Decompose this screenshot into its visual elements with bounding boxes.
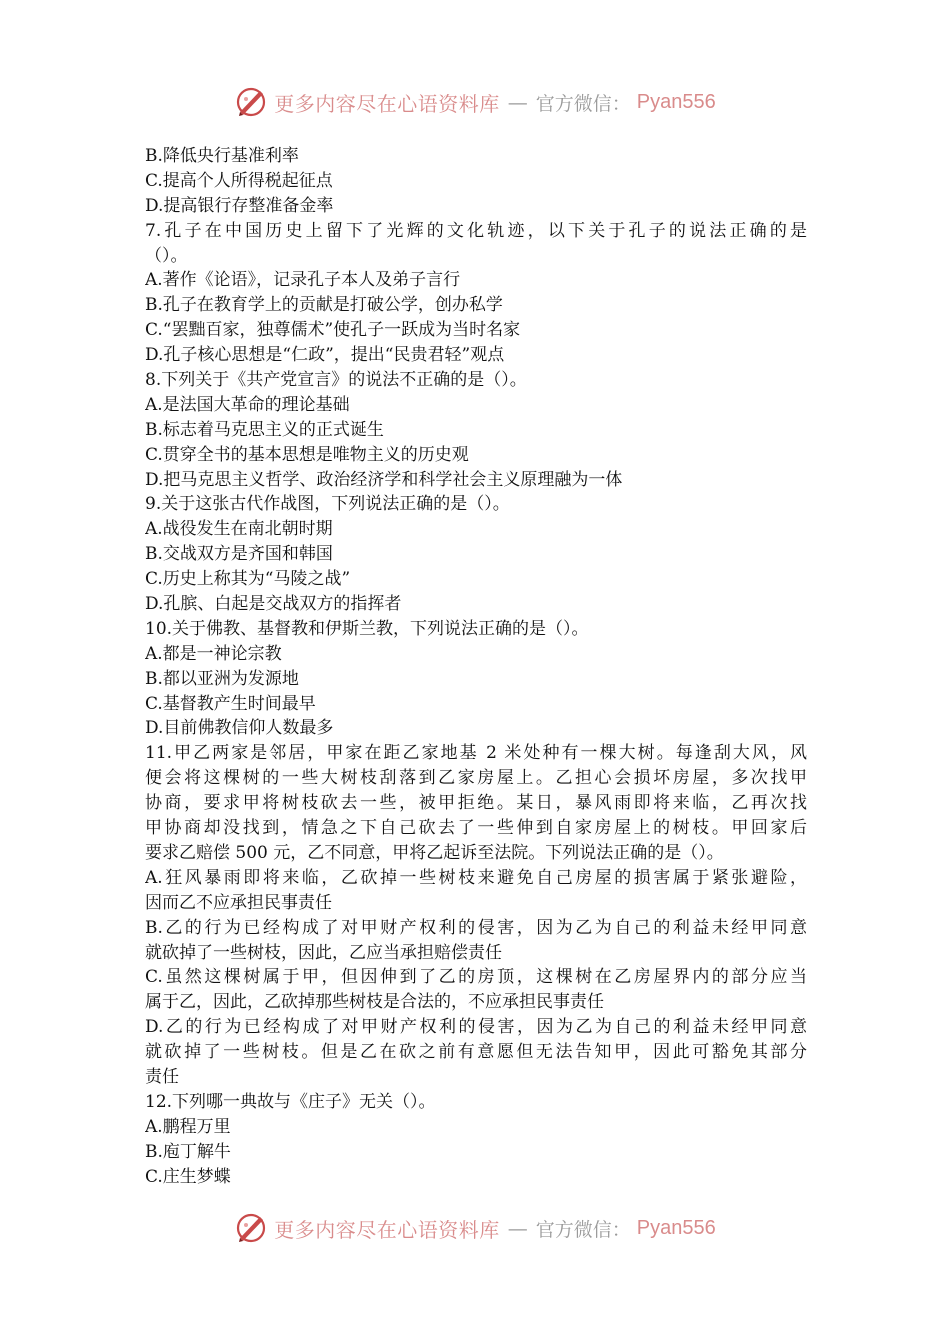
- banner-dash: —: [507, 90, 528, 114]
- text-line: C.庄生梦蝶: [145, 1166, 231, 1187]
- text-line: C.“罢黜百家，独尊儒术”使孔子一跃成为当时名家: [145, 320, 521, 341]
- text-line: C.基督教产生时间最早: [145, 693, 316, 714]
- text-line: A.是法国大革命的理论基础: [145, 394, 350, 415]
- text-line: B.乙的行为已经构成了对甲财产权利的侵害，因为乙为自己的利益未经甲同意: [145, 917, 807, 938]
- text-line: 甲协商却没找到，情急之下自己砍去了一些伸到自家房屋上的树枝。甲回家后: [145, 818, 807, 839]
- text-line: D.乙的行为已经构成了对甲财产权利的侵害，因为乙为自己的利益未经甲同意: [145, 1017, 807, 1038]
- banner-text: 更多内容尽在心语资料库: [274, 1217, 500, 1242]
- footer-banner: [0, 1208, 950, 1248]
- text-line: 协商，要求甲将树枝砍去一些，被甲拒绝。某日，暴风雨即将来临，乙再次找: [145, 793, 807, 814]
- text-line: A.著作《论语》，记录孔子本人及弟子言行: [145, 270, 461, 291]
- text-line: D.把马克思主义哲学、政治经济学和科学社会主义原理融为一体: [145, 469, 623, 490]
- question-line: 9.关于这张古代作战图，下列说法正确的是（）。: [145, 494, 510, 515]
- text-line: B.交战双方是齐国和韩国: [145, 544, 333, 565]
- text-line: A.狂风暴雨即将来临，乙砍掉一些树枝来避免自己房屋的损害属于紧张避险，: [145, 867, 807, 888]
- text-line: B.孔子在教育学上的贡献是打破公学，创办私学: [145, 295, 503, 316]
- question-line: 11.甲乙两家是邻居，甲家在距乙家地基 2 米处种有一棵大树。每逢刮大风，风: [145, 743, 807, 764]
- text-line: D.孔膑、白起是交战双方的指挥者: [145, 594, 402, 615]
- banner-dash: —: [507, 1216, 528, 1240]
- pen-logo-icon: [234, 1211, 268, 1245]
- banner-wechat-label: 官方微信：: [535, 1218, 631, 1241]
- text-line: 因而乙不应承担民事责任: [145, 892, 332, 913]
- text-line: C.提高个人所得税起征点: [145, 170, 333, 191]
- text-line: B.庖丁解牛: [145, 1141, 231, 1162]
- text-line: A.都是一神论宗教: [145, 643, 282, 664]
- text-line: C.历史上称其为“马陵之战”: [145, 569, 351, 590]
- text-line: （）。: [145, 245, 188, 266]
- header-banner: [0, 82, 950, 122]
- text-line: B.降低央行基准利率: [145, 146, 299, 166]
- question-line: 7.孔子在中国历史上留下了光辉的文化轨迹，以下关于孔子的说法正确的是: [145, 220, 807, 241]
- text-line: 责任: [145, 1066, 179, 1087]
- text-line: 便会将这棵树的一些大树枝刮落到乙家房屋上。乙担心会损坏房屋，多次找甲: [145, 768, 807, 789]
- banner-text: 更多内容尽在心语资料库: [274, 91, 500, 116]
- question-line: 10.关于佛教、基督教和伊斯兰教，下列说法正确的是（）。: [145, 618, 589, 639]
- text-line: D.提高银行存整准备金率: [145, 195, 334, 216]
- document-body: [145, 144, 807, 1189]
- text-line: D.目前佛教信仰人数最多: [145, 718, 334, 739]
- text-line: D.孔子核心思想是“仁政”，提出“民贵君轻”观点: [145, 345, 505, 366]
- text-line: 要求乙赔偿 500 元，乙不同意，甲将乙起诉至法院。下列说法正确的是（）。: [145, 842, 724, 863]
- banner-wechat-label: 官方微信：: [535, 92, 631, 115]
- banner-wechat-id: Pyan556: [636, 90, 716, 113]
- text-line: C.贯穿全书的基本思想是唯物主义的历史观: [145, 444, 469, 465]
- text-line: B.都以亚洲为发源地: [145, 668, 299, 689]
- text-line: C.虽然这棵树属于甲，但因伸到了乙的房顶，这棵树在乙房屋界内的部分应当: [145, 967, 807, 988]
- text-line: 就砍掉了一些树枝，因此，乙应当承担赔偿责任: [145, 942, 502, 963]
- text-line: 属于乙，因此，乙砍掉那些树枝是合法的，不应承担民事责任: [145, 992, 604, 1013]
- text-line: A.鹏程万里: [145, 1116, 231, 1137]
- text-line: 就砍掉了一些树枝。但是乙在砍之前有意愿但无法告知甲，因此可豁免其部分: [145, 1042, 807, 1063]
- question-line: 8.下列关于《共产党宣言》的说法不正确的是（）。: [145, 370, 527, 391]
- text-line: B.标志着马克思主义的正式诞生: [145, 419, 384, 440]
- question-line: 12.下列哪一典故与《庄子》无关（）。: [145, 1091, 436, 1112]
- banner-wechat-id: Pyan556: [636, 1216, 716, 1239]
- pen-logo-icon: [234, 85, 268, 119]
- text-line: A.战役发生在南北朝时期: [145, 519, 333, 540]
